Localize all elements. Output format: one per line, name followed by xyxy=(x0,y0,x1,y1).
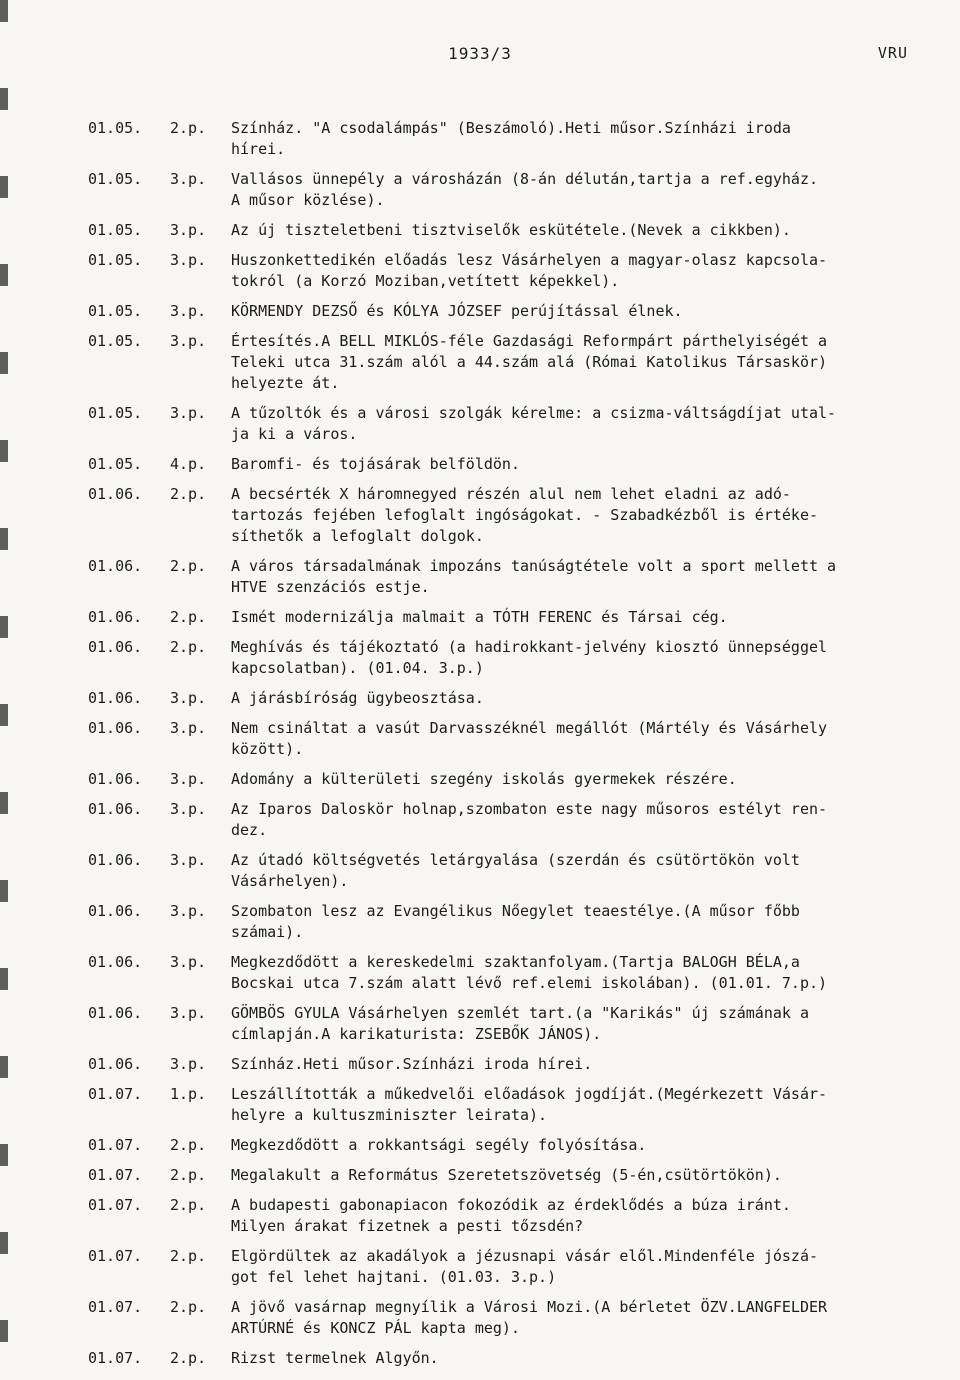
list-item xyxy=(0,118,960,160)
series-code: VRU xyxy=(877,44,908,62)
list-item xyxy=(0,331,960,394)
list-item xyxy=(0,250,960,292)
entry-page: 3.p. xyxy=(170,1004,207,1022)
entry-page: 3.p. xyxy=(170,170,207,188)
entry-date: 01.06. xyxy=(88,557,143,575)
entry-text: Értesítés.A BELL MIKLÓS-féle Gazdasági Reformpárt párthelyiségét a Teleki utca 31.szám alól a 44.szám alá (Római Katolikus Társaskör) helyezte át. xyxy=(231,332,828,392)
entry-page: 3.p. xyxy=(170,851,207,869)
entry-date: 01.06. xyxy=(88,851,143,869)
entry-text: A tűzoltók és a városi szolgák kérelme: a csizma-váltságdíjat utal- ja ki a város. xyxy=(231,404,837,443)
entry-page: 3.p. xyxy=(170,404,207,422)
list-item xyxy=(0,1135,960,1156)
entry-date: 01.06. xyxy=(88,770,143,788)
entry-page: 3.p. xyxy=(170,1055,207,1073)
entry-text: Leszállították a műkedvelői előadások jogdíját.(Megérkezett Vásár- helyre a kultuszminiszter leirata). xyxy=(231,1085,828,1124)
list-item xyxy=(0,952,960,994)
entry-date: 01.07. xyxy=(88,1349,143,1367)
list-item xyxy=(0,484,960,547)
list-item xyxy=(0,454,960,475)
entry-text: A budapesti gabonapiacon fokozódik az érdeklődés a búza iránt. Milyen árakat fizetnek a pesti tőzsdén? xyxy=(231,1196,791,1235)
entry-date: 01.05. xyxy=(88,455,143,473)
entry-date: 01.06. xyxy=(88,902,143,920)
entry-text: KÖRMENDY DEZSŐ és KÓLYA JÓZSEF perújítással élnek. xyxy=(231,302,683,320)
entry-page: 2.p. xyxy=(170,485,207,503)
entry-date: 01.05. xyxy=(88,332,143,350)
entry-page: 2.p. xyxy=(170,557,207,575)
entry-page: 3.p. xyxy=(170,251,207,269)
entry-text: Színház.Heti műsor.Színházi iroda hírei. xyxy=(231,1055,593,1073)
list-item xyxy=(0,1165,960,1186)
entry-page: 3.p. xyxy=(170,800,207,818)
entry-text: Baromfi- és tojásárak belföldön. xyxy=(231,455,520,473)
list-item xyxy=(0,1084,960,1126)
list-item xyxy=(0,1003,960,1045)
entry-date: 01.06. xyxy=(88,638,143,656)
entry-page: 3.p. xyxy=(170,302,207,320)
entry-page: 1.p. xyxy=(170,1085,207,1103)
list-item xyxy=(0,688,960,709)
entry-text: Elgördültek az akadályok a jézusnapi vásár elől.Mindenféle jószá- got fel lehet hajtani. (01.03. 3.p.) xyxy=(231,1247,818,1286)
entry-page: 2.p. xyxy=(170,119,207,137)
entry-text: Szombaton lesz az Evangélikus Nőegylet teaestélye.(A műsor főbb számai). xyxy=(231,902,800,941)
entry-date: 01.06. xyxy=(88,608,143,626)
entry-text: Megalakult a Református Szeretetszövetség (5-én,csütörtökön). xyxy=(231,1166,782,1184)
entry-page: 3.p. xyxy=(170,770,207,788)
entry-text: GÖMBÖS GYULA Vásárhelyen szemlét tart.(a "Karikás" új számának a címlapján.A karikaturista: ZSEBŐK JÁNOS). xyxy=(231,1004,809,1043)
list-item xyxy=(0,769,960,790)
list-item xyxy=(0,607,960,628)
list-item xyxy=(0,220,960,241)
entry-text: A város társadalmának impozáns tanúságtétele volt a sport mellett a HTVE szenzációs estje. xyxy=(231,557,837,596)
entry-text: Az új tiszteletbeni tisztviselők eskütétele.(Nevek a cikkben). xyxy=(231,221,791,239)
entry-date: 01.07. xyxy=(88,1298,143,1316)
list-item xyxy=(0,1246,960,1288)
entry-date: 01.05. xyxy=(88,302,143,320)
entry-date: 01.05. xyxy=(88,170,143,188)
entry-text: A jövő vasárnap megnyílik a Városi Mozi.(A bérletet ÖZV.LANGFELDER ARTÚRNÉ és KONCZ PÁL kapta meg). xyxy=(231,1298,828,1337)
entry-list xyxy=(0,118,960,1378)
entry-page: 4.p. xyxy=(170,455,207,473)
entry-text: Ismét modernizálja malmait a TÓTH FERENC és Társai cég. xyxy=(231,608,728,626)
entry-page: 3.p. xyxy=(170,332,207,350)
entry-text: Megkezdődött a rokkantsági segély folyósítása. xyxy=(231,1136,647,1154)
entry-date: 01.05. xyxy=(88,221,143,239)
entry-date: 01.05. xyxy=(88,404,143,422)
list-item xyxy=(0,901,960,943)
page-title: 1933/3 xyxy=(448,44,512,63)
list-item xyxy=(0,1348,960,1369)
entry-date: 01.06. xyxy=(88,689,143,707)
entry-date: 01.06. xyxy=(88,1004,143,1022)
list-item xyxy=(0,718,960,760)
entry-date: 01.05. xyxy=(88,119,143,137)
entry-page: 2.p. xyxy=(170,638,207,656)
entry-page: 2.p. xyxy=(170,1247,207,1265)
entry-text: Vallásos ünnepély a városházán (8-án délután,tartja a ref.egyház. A műsor közlése). xyxy=(231,170,818,209)
entry-date: 01.06. xyxy=(88,953,143,971)
list-item xyxy=(0,403,960,445)
entry-page: 2.p. xyxy=(170,1136,207,1154)
list-item xyxy=(0,850,960,892)
entry-page: 3.p. xyxy=(170,689,207,707)
entry-page: 2.p. xyxy=(170,608,207,626)
entry-date: 01.06. xyxy=(88,1055,143,1073)
entry-text: Az Iparos Daloskör holnap,szombaton este nagy műsoros estélyt ren- dez. xyxy=(231,800,828,839)
entry-text: Adomány a külterületi szegény iskolás gyermekek részére. xyxy=(231,770,737,788)
entry-date: 01.06. xyxy=(88,800,143,818)
entry-date: 01.06. xyxy=(88,719,143,737)
entry-text: Rizst termelnek Algyőn. xyxy=(231,1349,439,1367)
entry-text: Huszonkettedikén előadás lesz Vásárhelyen a magyar-olasz kapcsola- tokról (a Korzó Moziban,vetített képekkel). xyxy=(231,251,828,290)
list-item xyxy=(0,301,960,322)
entry-text: A becsérték X háromnegyed részén alul nem lehet eladni az adó- tartozás fejében lefoglalt ingóságokat. - Szabadkézből is értéke- síthetők a lefoglalt dolgok. xyxy=(231,485,818,545)
list-item xyxy=(0,169,960,211)
entry-text: Megkezdődött a kereskedelmi szaktanfolyam.(Tartja BALOGH BÉLA,a Bocskai utca 7.szám alatt lévő ref.elemi iskolában). (01.01. 7.p.) xyxy=(231,953,828,992)
list-item xyxy=(0,1195,960,1237)
entry-page: 3.p. xyxy=(170,953,207,971)
entry-text: Nem csináltat a vasút Darvasszéknél megállót (Mártély és Vásárhely között). xyxy=(231,719,828,758)
entry-date: 01.07. xyxy=(88,1136,143,1154)
entry-date: 01.07. xyxy=(88,1166,143,1184)
entry-page: 2.p. xyxy=(170,1196,207,1214)
entry-page: 2.p. xyxy=(170,1298,207,1316)
entry-date: 01.06. xyxy=(88,485,143,503)
entry-date: 01.07. xyxy=(88,1085,143,1103)
entry-date: 01.07. xyxy=(88,1196,143,1214)
list-item xyxy=(0,1297,960,1339)
entry-text: Az útadó költségvetés letárgyalása (szerdán és csütörtökön volt Vásárhelyen). xyxy=(231,851,800,890)
entry-page: 3.p. xyxy=(170,221,207,239)
entry-date: 01.05. xyxy=(88,251,143,269)
entry-date: 01.07. xyxy=(88,1247,143,1265)
list-item xyxy=(0,799,960,841)
list-item xyxy=(0,637,960,679)
entry-text: A járásbíróság ügybeosztása. xyxy=(231,689,484,707)
entry-page: 3.p. xyxy=(170,719,207,737)
entry-page: 2.p. xyxy=(170,1349,207,1367)
entry-text: Meghívás és tájékoztató (a hadirokkant-jelvény kiosztó ünnepséggel kapcsolatban). (01.04. 3.p.) xyxy=(231,638,828,677)
entry-page: 2.p. xyxy=(170,1166,207,1184)
entry-text: Színház. "A csodalámpás" (Beszámoló).Heti műsor.Színházi iroda hírei. xyxy=(231,119,791,158)
list-item xyxy=(0,1054,960,1075)
list-item xyxy=(0,556,960,598)
entry-page: 3.p. xyxy=(170,902,207,920)
